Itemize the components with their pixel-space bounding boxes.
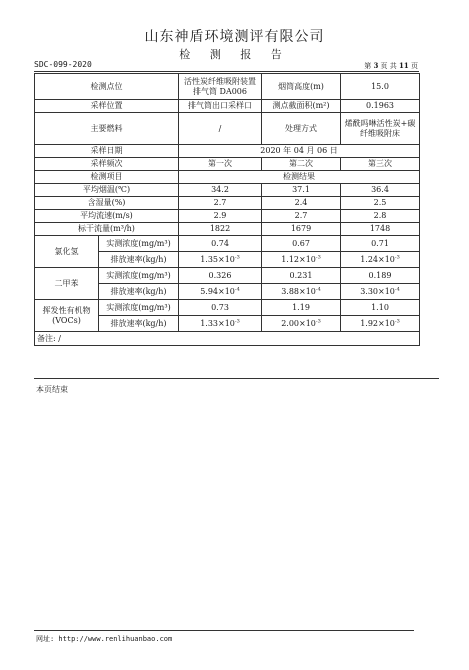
xylene-name: 二甲苯 <box>35 268 99 300</box>
position-value: 排气筒出口采样口 <box>179 100 262 113</box>
vocs-conc-label: 实测浓度(mg/m³) <box>99 300 179 316</box>
rate-exponent: -3 <box>394 317 400 324</box>
rate-exponent: -4 <box>394 285 400 292</box>
rate-mantissa: 5.94×10 <box>200 286 235 296</box>
vocs-rate-value <box>179 316 262 332</box>
page-mid: 页 共 <box>380 62 397 70</box>
rate-exponent: -3 <box>315 253 321 260</box>
hcl-conc-value: 0.71 <box>341 236 420 252</box>
humid-value: 2.5 <box>341 197 420 210</box>
header-divider <box>34 71 419 72</box>
hcl-conc-value: 0.67 <box>262 236 341 252</box>
temp-value: 37.1 <box>262 184 341 197</box>
table-row <box>35 268 420 284</box>
hcl-rate-value <box>341 252 420 268</box>
table-row <box>35 223 420 236</box>
point-value: 活性炭纤维吸附装置排气筒 DA006 <box>179 74 262 100</box>
hcl-conc-value: 0.74 <box>179 236 262 252</box>
rate-mantissa: 1.24×10 <box>360 254 395 264</box>
table-row <box>35 100 420 113</box>
table-row <box>35 197 420 210</box>
hcl-rate-label: 排放速率(kg/h) <box>99 252 179 268</box>
humid-value: 2.7 <box>179 197 262 210</box>
rate-exponent: -3 <box>234 317 240 324</box>
xylene-conc-value: 0.189 <box>341 268 420 284</box>
flow-value: 1679 <box>262 223 341 236</box>
vocs-conc-value: 0.73 <box>179 300 262 316</box>
fuel-value: / <box>179 113 262 145</box>
table-row <box>35 300 420 316</box>
table-row <box>35 113 420 145</box>
xylene-conc-value: 0.231 <box>262 268 341 284</box>
speed-value: 2.7 <box>262 210 341 223</box>
hcl-conc-label: 实测浓度(mg/m³) <box>99 236 179 252</box>
fuel-label: 主要燃料 <box>35 113 179 145</box>
table-row <box>35 158 420 171</box>
xylene-conc-label: 实测浓度(mg/m³) <box>99 268 179 284</box>
rate-mantissa: 1.12×10 <box>281 254 316 264</box>
vocs-conc-value: 1.10 <box>341 300 420 316</box>
method-label: 处理方式 <box>262 113 341 145</box>
vocs-name <box>35 300 99 332</box>
rate-mantissa: 1.92×10 <box>360 318 395 328</box>
hcl-rate-value <box>179 252 262 268</box>
rate-exponent: -4 <box>234 285 240 292</box>
vocs-conc-value: 1.19 <box>262 300 341 316</box>
rate-mantissa: 3.30×10 <box>360 286 395 296</box>
company-name: 山东神盾环境测评有限公司 <box>144 29 325 45</box>
temp-value: 36.4 <box>341 184 420 197</box>
page-suffix: 页 <box>411 62 418 70</box>
end-divider <box>34 378 439 379</box>
rate-exponent: -3 <box>394 253 400 260</box>
freq-first: 第一次 <box>179 158 262 171</box>
rate-mantissa: 3.88×10 <box>281 286 316 296</box>
area-value: 0.1963 <box>341 100 420 113</box>
rate-exponent: -4 <box>315 285 321 292</box>
document-number: SDC-099-2020 <box>34 60 92 69</box>
rate-mantissa: 1.33×10 <box>200 318 235 328</box>
page-end-text: 本页结束 <box>36 385 68 394</box>
position-label: 采样位置 <box>35 100 179 113</box>
speed-value: 2.9 <box>179 210 262 223</box>
vocs-rate-value <box>341 316 420 332</box>
page-prefix: 第 <box>364 62 372 70</box>
temp-label: 平均烟温(℃) <box>35 184 179 197</box>
table-row <box>35 171 420 184</box>
rate-mantissa: 2.00×10 <box>281 318 316 328</box>
speed-value: 2.8 <box>341 210 420 223</box>
freq-third: 第三次 <box>341 158 420 171</box>
remarks: 备注: / <box>35 332 420 346</box>
table-row <box>35 210 420 223</box>
xylene-rate-label: 排放速率(kg/h) <box>99 284 179 300</box>
rate-exponent: -3 <box>234 253 240 260</box>
vocs-name-line1: 挥发性有机物 <box>42 305 91 315</box>
footer-website: 网址: http://www.renlihuanbao.com <box>36 635 173 643</box>
flow-label: 标干流量(m³/h) <box>35 223 179 236</box>
page-number: 3 <box>373 61 379 70</box>
rate-exponent: -3 <box>315 317 321 324</box>
area-label: 测点截面积(m²) <box>262 100 341 113</box>
xylene-rate-value <box>262 284 341 300</box>
table-row <box>35 236 420 252</box>
table-row <box>35 145 420 158</box>
humid-label: 含湿量(%) <box>35 197 179 210</box>
table-row <box>35 74 420 100</box>
report-subtitle: 检 测 报 告 <box>179 48 290 61</box>
xylene-rate-value <box>341 284 420 300</box>
table-row <box>35 184 420 197</box>
humid-value: 2.4 <box>262 197 341 210</box>
hcl-rate-value <box>262 252 341 268</box>
point-label: 检测点位 <box>35 74 179 100</box>
speed-label: 平均流速(m/s) <box>35 210 179 223</box>
xylene-conc-value: 0.326 <box>179 268 262 284</box>
table-row <box>35 332 420 346</box>
height-value: 15.0 <box>341 74 420 100</box>
date-label: 采样日期 <box>35 145 179 158</box>
date-value: 2020 年 04 月 06 日 <box>179 145 420 158</box>
height-label: 烟筒高度(m) <box>262 74 341 100</box>
freq-label: 采样频次 <box>35 158 179 171</box>
vocs-rate-label: 排放速率(kg/h) <box>99 316 179 332</box>
rate-mantissa: 1.35×10 <box>200 254 235 264</box>
flow-value: 1822 <box>179 223 262 236</box>
vocs-rate-value <box>262 316 341 332</box>
temp-value: 34.2 <box>179 184 262 197</box>
footer-divider <box>34 630 414 631</box>
method-value: 烯酰吗啉活性炭+碳纤维吸附床 <box>341 113 420 145</box>
item-label: 检测项目 <box>35 171 179 184</box>
page-total: 11 <box>399 61 409 70</box>
report-table <box>34 73 420 346</box>
page-info <box>364 61 418 71</box>
xylene-rate-value <box>179 284 262 300</box>
flow-value: 1748 <box>341 223 420 236</box>
vocs-name-line2: (VOCs) <box>52 315 81 325</box>
freq-second: 第二次 <box>262 158 341 171</box>
result-label: 检测结果 <box>179 171 420 184</box>
hcl-name: 氯化氢 <box>35 236 99 268</box>
